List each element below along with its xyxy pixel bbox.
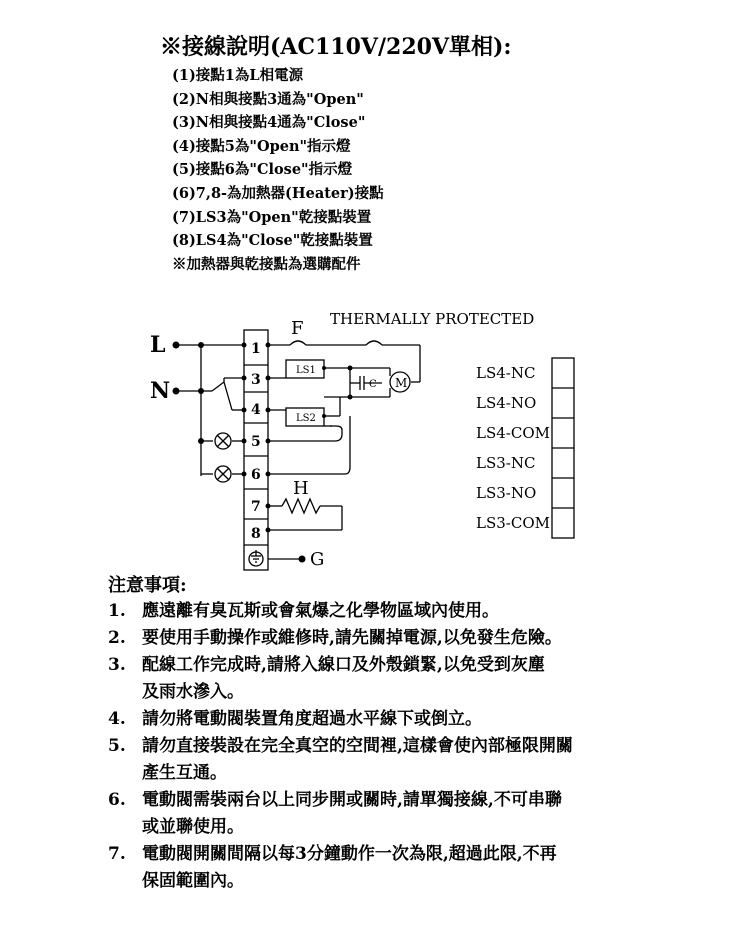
terminal-label: 3	[251, 372, 261, 388]
note-text-continued: 產生互通。	[142, 763, 227, 783]
note-text: 電動閥需裝兩台以上同步開或關時,請單獨接線,不可串聯	[142, 790, 562, 810]
wiring-item: (4)接點5為"Open"指示燈	[172, 137, 351, 155]
ls-label: LS4-COM	[476, 424, 550, 442]
terminal-label: 7	[251, 499, 261, 515]
ls-label: LS4-NO	[476, 394, 537, 412]
heater-icon	[282, 499, 320, 513]
note-number: 3.	[108, 655, 126, 675]
note-text-continued: 及雨水滲入。	[142, 682, 244, 702]
note-number: 5.	[108, 736, 126, 756]
note-item	[108, 841, 738, 895]
wiring-title: ※接線說明(AC110V/220V單相):	[160, 34, 512, 60]
wiring-item: (5)接點6為"Close"指示燈	[172, 161, 353, 179]
fuse-icon	[290, 341, 306, 345]
label-l: L	[150, 332, 166, 358]
label-ground: G	[310, 549, 325, 570]
ls-label: LS3-NC	[476, 454, 536, 472]
note-number: 7.	[108, 844, 126, 864]
thermal-protector-icon	[366, 341, 382, 345]
note-item	[108, 733, 738, 787]
notes-title: 注意事項:	[108, 575, 187, 596]
note-item	[108, 706, 738, 733]
note-number: 2.	[108, 628, 126, 648]
note-item	[108, 625, 738, 652]
label-ls2: LS2	[296, 413, 316, 424]
terminal-label: 5	[251, 434, 261, 450]
label-n: N	[150, 378, 171, 404]
ls-label: LS3-NO	[476, 484, 537, 502]
note-text-continued: 保固範圍內。	[142, 871, 244, 891]
label-ls1: LS1	[296, 365, 316, 376]
ls-label: LS4-NC	[476, 364, 536, 382]
label-fuse: F	[291, 318, 304, 339]
wiring-item: ※加熱器與乾接點為選購配件	[172, 255, 361, 273]
terminal-label: 1	[251, 341, 261, 357]
note-item	[108, 652, 738, 706]
note-number: 1.	[108, 601, 126, 621]
wiring-item: (2)N相與接點3通為"Open"	[172, 90, 364, 108]
label-heater: H	[293, 478, 309, 499]
note-text-continued: 或並聯使用。	[142, 817, 244, 837]
note-text: 配線工作完成時,請將入線口及外殼鎖緊,以免受到灰塵	[142, 655, 545, 675]
label-thermally-protected: THERMALLY PROTECTED	[330, 310, 535, 328]
note-number: 6.	[108, 790, 126, 810]
note-text: 要使用手動操作或維修時,請先關掉電源,以免發生危險。	[142, 628, 562, 648]
label-motor: M	[395, 376, 408, 390]
wiring-item: (6)7,8-為加熱器(Heater)接點	[172, 184, 384, 202]
label-capacitor: C	[369, 379, 377, 390]
terminal-label: 6	[251, 467, 261, 483]
note-text: 電動閥開關間隔以每3分鐘動作一次為限,超過此限,不再	[142, 844, 557, 864]
note-item	[108, 598, 738, 625]
wiring-item: (1)接點1為L相電源	[172, 67, 304, 84]
terminal-label: 4	[251, 402, 261, 418]
wiring-item: (7)LS3為"Open"乾接點裝置	[172, 208, 372, 226]
note-text: 應遠離有臭瓦斯或會氣爆之化學物區域內使用。	[142, 601, 499, 621]
wiring-item: (8)LS4為"Close"乾接點裝置	[172, 232, 373, 250]
wiring-item: (3)N相與接點4通為"Close"	[172, 114, 366, 132]
note-text: 請勿直接裝設在完全真空的空間裡,這樣會使內部極限開關	[142, 736, 573, 756]
note-number: 4.	[108, 709, 126, 729]
ls-label: LS3-COM	[476, 514, 550, 532]
note-text: 請勿將電動閥裝置角度超過水平線下或倒立。	[142, 709, 482, 729]
notes-list	[108, 598, 738, 895]
note-item	[108, 787, 738, 841]
terminal-label: 8	[251, 526, 261, 542]
